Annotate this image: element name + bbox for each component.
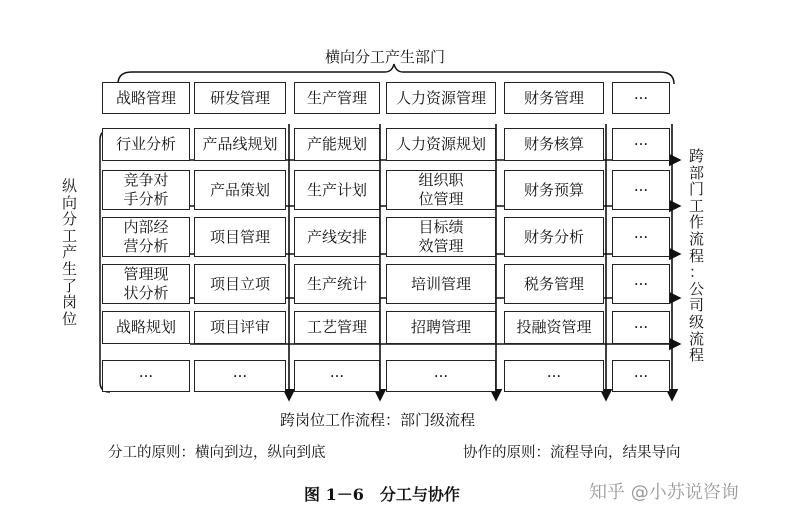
department-cell: ··· [612, 82, 670, 114]
position-cell: ··· [612, 264, 670, 304]
department-cell: 研发管理 [194, 82, 286, 114]
top-brace [118, 64, 674, 84]
department-cell: 财务管理 [504, 82, 604, 114]
bottom-flow-label: 跨岗位工作流程：部门级流程 [280, 411, 476, 429]
vertical-char: 流 [689, 229, 705, 248]
left-vertical-title [62, 178, 77, 327]
vertical-char: 分 [62, 210, 78, 229]
position-cell: 财务预算 [504, 170, 604, 210]
department-cell: 人力资源管理 [386, 82, 496, 114]
position-cell: 投融资管理 [504, 311, 604, 344]
position-cell: 财务分析 [504, 217, 604, 257]
department-cell: 战略管理 [102, 82, 190, 114]
vertical-char: 程 [689, 346, 705, 365]
vertical-char: 生 [62, 259, 78, 278]
position-cell: ··· [612, 128, 670, 161]
position-cell: 培训管理 [386, 264, 496, 304]
position-cell: ··· [612, 217, 670, 257]
vertical-char: 门 [689, 180, 705, 199]
vertical-char: 了 [62, 276, 78, 295]
position-cell: ··· [194, 360, 286, 392]
position-cell: 税务管理 [504, 264, 604, 304]
position-cell: 组织职 位管理 [386, 170, 496, 210]
position-cell: 战略规划 [102, 311, 190, 344]
figure-caption: 图 1－6 分工与协作 [304, 485, 460, 504]
vertical-char: 纵 [62, 177, 78, 195]
position-cell: 竞争对 手分析 [102, 170, 190, 210]
position-cell: 行业分析 [102, 128, 190, 161]
principle-left: 分工的原则：横向到边，纵向到底 [108, 445, 326, 461]
vertical-char: 向 [62, 193, 78, 212]
position-cell: ··· [102, 360, 190, 392]
top-title: 横向分工产生部门 [325, 48, 446, 66]
vertical-char: 工 [62, 226, 78, 245]
position-cell: 项目管理 [194, 217, 286, 257]
right-vertical-title [689, 148, 704, 364]
vertical-char: 部 [689, 163, 705, 182]
position-cell: 内部经 营分析 [102, 217, 190, 257]
position-cell: 产品线规划 [194, 128, 286, 161]
vertical-char: ： [689, 263, 705, 282]
position-cell: 产能规划 [294, 128, 380, 161]
position-cell: ··· [612, 311, 670, 344]
position-cell: 项目评审 [194, 311, 286, 344]
vertical-char: 程 [689, 246, 705, 265]
vertical-char: 跨 [689, 147, 705, 165]
position-cell: ··· [294, 360, 380, 392]
position-cell: 产品策划 [194, 170, 286, 210]
position-cell: 目标绩 效管理 [386, 217, 496, 257]
vertical-char: 位 [62, 309, 78, 328]
vertical-char: 作 [689, 213, 705, 232]
position-cell: 产线安排 [294, 217, 380, 257]
watermark: 知乎 @小苏说咨询 [589, 482, 739, 503]
position-cell: 管理现 状分析 [102, 264, 190, 304]
vertical-char: 流 [689, 329, 705, 348]
position-cell: 工艺管理 [294, 311, 380, 344]
vertical-char: 产 [62, 243, 78, 262]
position-cell: ··· [612, 170, 670, 210]
department-cell: 生产管理 [294, 82, 380, 114]
position-cell: 人力资源规划 [386, 128, 496, 161]
position-cell: 生产计划 [294, 170, 380, 210]
vertical-char: 公 [689, 279, 705, 298]
vertical-char: 司 [689, 296, 705, 315]
position-cell: 生产统计 [294, 264, 380, 304]
position-cell: ··· [386, 360, 496, 392]
position-cell: 项目立项 [194, 264, 286, 304]
vertical-char: 岗 [62, 293, 78, 312]
vertical-char: 级 [689, 312, 705, 331]
vertical-char: 工 [689, 196, 705, 215]
position-cell: 财务核算 [504, 128, 604, 161]
principle-right: 协作的原则：流程导向，结果导向 [463, 445, 681, 461]
position-cell: ··· [612, 360, 670, 392]
position-cell: ··· [504, 360, 604, 392]
position-cell: 招聘管理 [386, 311, 496, 344]
